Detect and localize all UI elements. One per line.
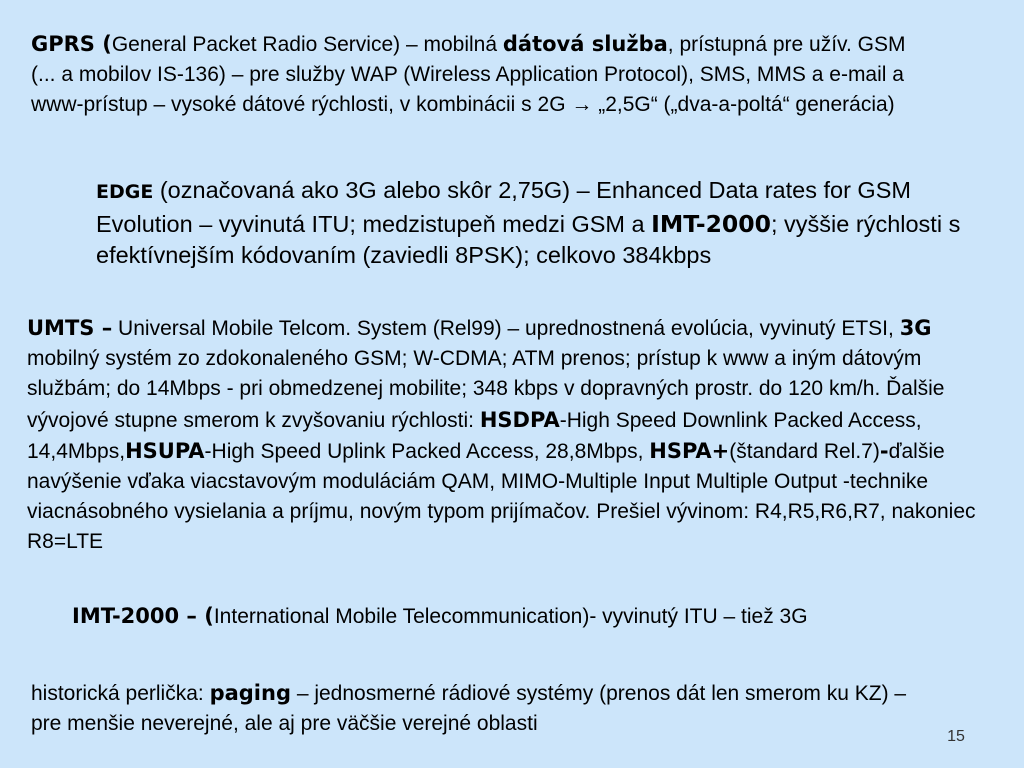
gprs-text-3: „2,5G“ („dva-a-poltá“ generácia) (592, 93, 895, 116)
edge-bold-imt2000: IMT-2000 (651, 209, 771, 238)
umts-bold-dash: - (879, 438, 889, 463)
umts-bold-hsdpa: HSDPA (479, 407, 560, 432)
umts-text-4: -High Speed Uplink Packed Access, 28,8Mbps, (204, 439, 650, 463)
imt2000-paragraph (72, 601, 1012, 632)
imt2000-term: IMT-2000 – ( (72, 604, 214, 628)
gprs-bold-data-service: dátová služba (502, 32, 668, 56)
umts-paragraph (27, 313, 1002, 558)
umts-text-2: mobilný systém zo zdokonaleného GSM; W-CDMA; ATM prenos; prístup k www a iným dátovým službám; do 14Mbps - pri obmedzenej mobilite; 348 kbps v dopravných prostr. do 120 km/h. Ďalšie vývojové stupne smerom k zvyšovaniu rýchlosti: (27, 347, 945, 432)
gprs-text-2: , prístupná pre užív. GSM (... a mobilov IS-136) – pre služby WAP (Wireless Application Protocol), SMS, MMS a e-mail a www-prístup – vysoké dátové rýchlosti, v kombinácii s 2G (31, 33, 906, 116)
umts-text-1: Universal Mobile Telcom. System (Rel99) – uprednostnená evolúcia, vyvinutý ETSI, (112, 317, 900, 340)
right-arrow-icon: → (571, 93, 593, 116)
gprs-term: GPRS ( (31, 32, 112, 56)
edge-text-1: (označovaná ako 3G alebo skôr 2,75G) – Enhanced Data rates for GSM Evolution – vyvinutá ITU; medzistupeň medzi GSM a (96, 177, 911, 237)
edge-text-2: ; vyššie rýchlosti s efektívnejším kódovaním (zaviedli 8PSK); celkovo 384kbps (96, 210, 961, 268)
paging-bold-term: paging (209, 681, 291, 705)
umts-bold-hspa-plus: HSPA+ (649, 438, 730, 463)
edge-term: EDGE (96, 181, 154, 203)
umts-text-6: ďalšie navýšenie vďaka viacstavovým moduláciám QAM, MIMO-Multiple Input Multiple Output -technike viacnásobného vysielania a príjmu, novým typom prijímačov. Prešiel vývinom: R4,R5,R6,R7, nakoniec R8=LTE (27, 439, 976, 554)
paging-text-1: historická perlička: (31, 682, 210, 705)
gprs-text-1: General Packet Radio Service) – mobilná (111, 33, 503, 56)
umts-term: UMTS – (27, 316, 113, 340)
umts-text-5: (štandard Rel.7) (729, 439, 880, 463)
edge-paragraph (96, 175, 976, 272)
umts-bold-3g: 3G (899, 316, 932, 340)
page-number: 15 (947, 728, 965, 745)
umts-text-3: -High Speed Downlink Packed Access, 14,4Mbps, (27, 408, 922, 463)
umts-bold-hsupa: HSUPA (125, 438, 205, 463)
gprs-paragraph (31, 29, 911, 120)
paging-paragraph (31, 678, 931, 739)
imt2000-text-1: International Mobile Telecommunication)- vyvinutý ITU – tiež 3G (213, 605, 808, 628)
paging-text-2: – jednosmerné rádiové systémy (prenos dát len smerom ku KZ) – pre menšie neverejné, ale aj pre väčšie verejné oblasti (31, 682, 907, 735)
